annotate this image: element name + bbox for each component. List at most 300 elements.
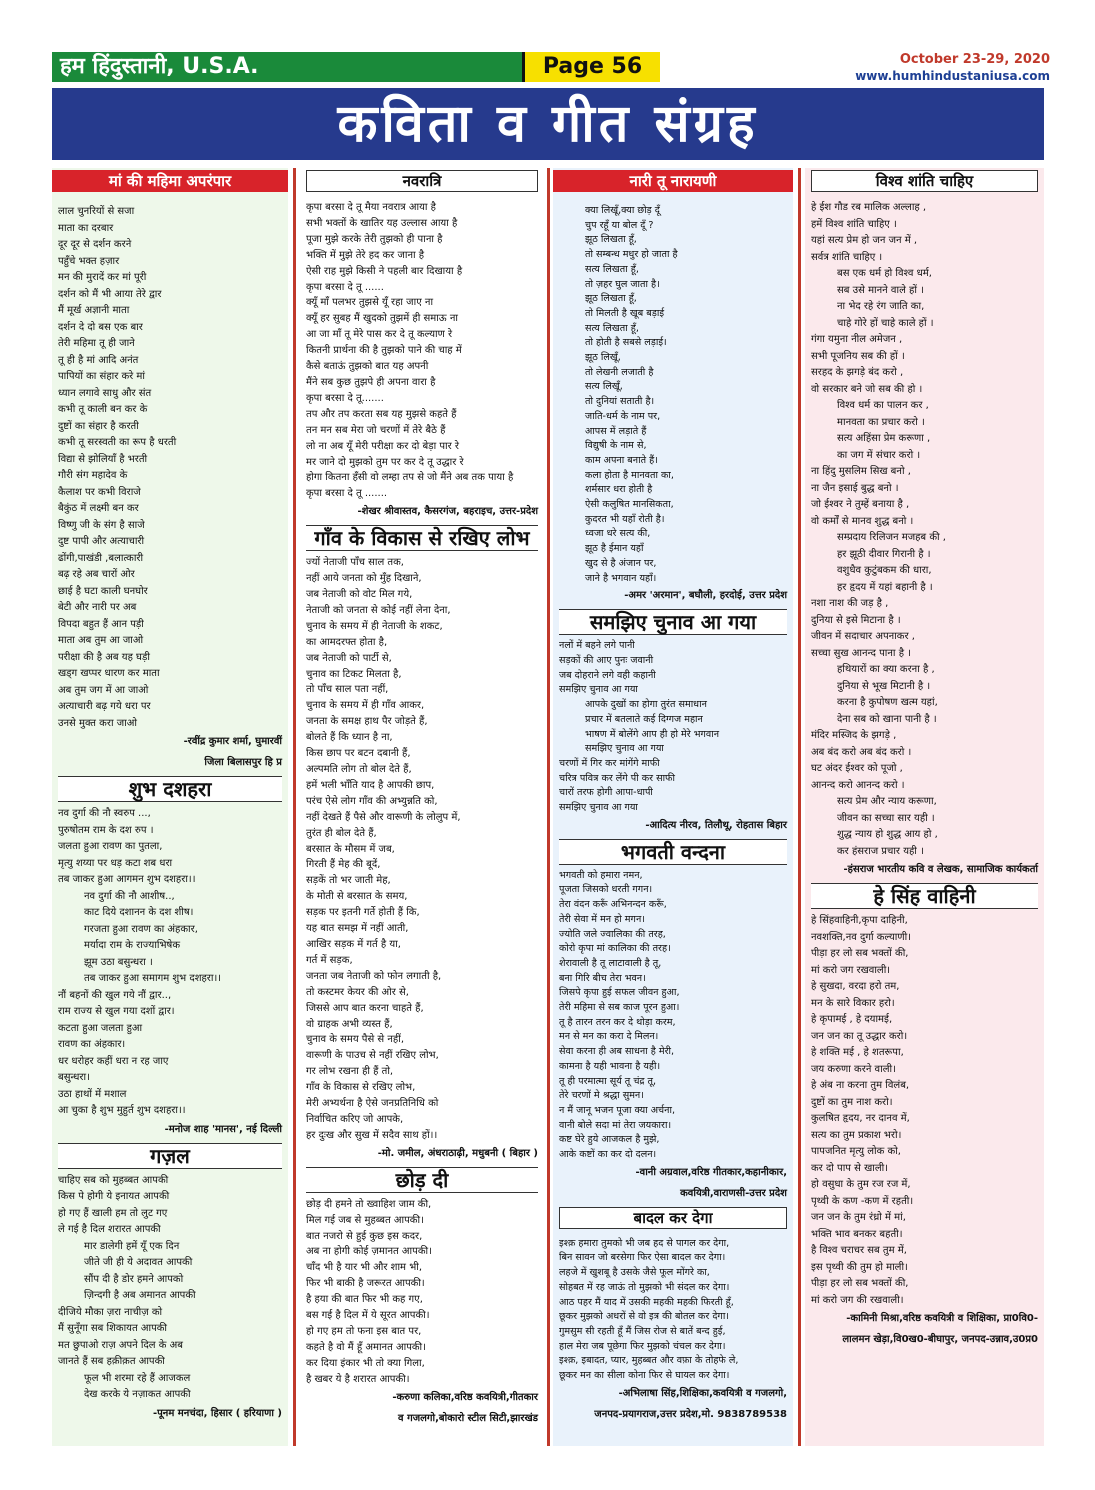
poem-line: तेरी सेवा में मन हो मगन। (559, 913, 645, 925)
poem-article (811, 883, 1038, 1347)
poem-line: विद्युषी के नाम से, (585, 440, 647, 452)
poem-line: हे शक्ति मई , हे शतरूपा, (811, 1047, 904, 1058)
poem-line: लाल चुनरियों से सजा (58, 206, 135, 217)
poem-body (58, 806, 282, 1120)
poem-line: नलों में बहने लगे पानी (559, 640, 635, 652)
poem-article (306, 1167, 538, 1426)
poem-line: बोलते हैं कि ध्यान है ना, (306, 732, 393, 744)
poem-line: कृपा बरसा दे तू मैया नवरात्र आया है (306, 202, 436, 213)
poem-line: कष्ट घेरे हुये आजकल है मुझे, (559, 1134, 660, 1146)
poem-line: क्या लिखूँ,क्या छोड़ दूँ (585, 205, 660, 216)
poem-line: सब उसे मानने वाले हों । (837, 284, 924, 296)
poem-line: हो गए हैं खाली हम तो लुट गए (58, 1207, 168, 1219)
poem-line: मर जाने दो मुझको तुम पर कर दे तू उद्धार रे (306, 456, 464, 468)
poem-line: फिर भी बाकी है जरूरत आपकी। (306, 1278, 425, 1290)
poem-line: सत्य का तुम प्रकाश भरो। (811, 1129, 902, 1141)
poem-line: चरित्र पवित्र कर लेंगे पी कर साफी (559, 772, 675, 784)
poem-article (306, 525, 538, 1161)
section-banner: कविता व गीत संग्रह (52, 88, 1044, 160)
poem-line: शुद्ध न्याय हो शुद्ध आय हो , (837, 829, 938, 840)
poem-line: नवशक्ति,नव दुर्गा कल्याणी। (811, 931, 911, 943)
poem-line: है विश्व चराचर सब तुम में, (811, 1245, 907, 1256)
poem-line: दर्शन दे दो बस एक बार (58, 321, 143, 333)
poem-line: तो मिलती है खूब बड़ाई (585, 307, 665, 319)
poem-line: काट दिये दशानन के दश शीष। (84, 907, 194, 918)
poem-article (559, 839, 787, 1201)
poem-line: जब नेताजी को वोट मिल गये, (306, 589, 413, 601)
poem-line: सौंप दी है डोर हमने आपको (84, 1273, 184, 1285)
poem-line: तब जाकर हुआ समागम शुभ दशहरा।। (84, 973, 222, 984)
poem-line: नव दुर्गा की नौ आशीष.., (84, 890, 175, 902)
poem-line: मिल गई जब से मुहब्बत आपकी। (306, 1214, 424, 1226)
poem-body (559, 204, 787, 586)
poem-body (306, 555, 538, 1144)
poem-line: वशुधैव कुटुंबकम की धारा, (837, 565, 932, 576)
poem-title: गाँव के विकास से रखिए लोभ (306, 525, 538, 551)
poem-line: सभी भक्तों के खातिर यह उल्लास आया है (306, 217, 458, 229)
poem-line: तन मन सब मेरा जो चरणों में तेरे बैठे हैं (306, 424, 446, 436)
masthead (52, 52, 660, 82)
poem-line: ध्यान लगावे साधु और संत (58, 387, 152, 399)
poem-line: क्यूँ माँ पलभर तुझसे यूँ रहा जाए ना (306, 297, 434, 309)
poem-line: गर्त में सड़क, (306, 954, 353, 966)
poem-line: अब बंद करो अब बंद करो । (811, 746, 912, 758)
poem-title: बादल कर देगा (559, 1207, 787, 1229)
poem-line: हे ईश गौड रब मालिक अल्लाह , (811, 202, 927, 213)
poem-line: हर हृदय में यहां बहानी है । (837, 581, 933, 593)
poem-line: सेवा करना ही अब साधना है मेरी, (559, 1046, 675, 1058)
poem-line: आखिर सड़क में गर्त है या, (306, 938, 401, 950)
poem-line: दुष्टों का तुम नाश करो। (811, 1096, 893, 1108)
poem-body (559, 639, 787, 815)
poem-line: हो वसुधा के तुम रज रज में, (811, 1179, 911, 1190)
poem-author: जिला बिलासपुर हि प्र (204, 757, 282, 768)
poem-line: तेरी महिमा तू ही जाने (58, 338, 135, 349)
poem-line: चाँद भी है यार भी और शाम भी, (306, 1262, 423, 1274)
poem-line: छोड़ दी हमने तो ख्वाहिश जाम की, (306, 1198, 432, 1210)
poem-line: मर्यादा राम के राज्याभिषेक (84, 940, 181, 951)
poem-line: जिससे आप बात करना चाहते हैं, (306, 1002, 424, 1014)
poem-line: झूठ लिखता हूँ, (585, 293, 637, 305)
poem-line: भाषण में बोलेंगे आप ही हो मेरे भगवान (585, 728, 720, 740)
poem-line: हथियारों का क्या करना है , (837, 664, 935, 675)
masthead-info (810, 52, 1050, 84)
poem-line: पूजा मुझे करके तेरी तुझको ही पाना है (306, 233, 443, 245)
poem-line: वारूणी के पाउच से नहीं रखिए लोभ, (306, 1050, 439, 1062)
poem-line: तो कस्टमर केयर की ओर से, (306, 986, 409, 998)
poem-line: होगा कितना हँसी वो लम्हा तप से जो मैंने अब तक पाया है (306, 472, 514, 484)
poem-line: हो गए हम तो फना इस बात पर, (306, 1326, 422, 1337)
poem-line: बरसात के मौसम में जब, (306, 843, 395, 855)
poem-line: झूम उठा बसुन्धरा । (84, 956, 153, 968)
poem-line: दुनिया से इसे मिटाना है । (811, 614, 901, 626)
poem-line: छूकर मन का सीला कोना फिर से घायल कर देगा। (559, 1370, 730, 1382)
poem-author: -मनोज शाह 'मानस', नई दिल्ली (164, 1123, 282, 1135)
poem-line: कर हंसराज प्रचार यही । (837, 845, 924, 857)
poem-line: कर दिया इंकार भी तो क्या गिला, (306, 1357, 425, 1369)
poem-line: गिरती हैं मेह की बूदें, (306, 859, 381, 871)
poem-line: पुरुषोतम राम के दश रुप । (58, 824, 154, 836)
poem-line: छूकर मुझको अधरों से वो इत्र की बोतल कर देगा। (559, 1311, 729, 1323)
poem-author: -रवींद्र कुमार शर्मा, घुमारवीं (183, 736, 282, 747)
poem-line: ऐसी कलुषित मानसिकता, (585, 499, 674, 511)
poem-line: चुप रहूँ या बोल दूँ ? (585, 219, 654, 231)
poem-line: सड़कों की आए पुनः जवानी (559, 654, 654, 666)
poem-author: -शेखर श्रीवास्तव, कैसरगंज, बहराइच, उत्तर-प्रदेश (357, 506, 538, 518)
poem-line: सड़कें तो भर जाती मेह, (306, 875, 391, 887)
poem-line: घट अंदर ईश्वर को पूजो , (811, 763, 903, 774)
poem-line: ले गई है दिल शरारत आपकी (58, 1224, 161, 1235)
poem-line: वो ग्राहक अभी व्यस्त हैं, (306, 1018, 393, 1030)
poem-body (58, 204, 282, 732)
poem-article (559, 170, 787, 603)
poem-article (58, 776, 282, 1137)
poem-line: जानते हैं सब हक़ीक़त आपकी (58, 1356, 165, 1367)
poem-line: उनसे मुक्त करा जाओ (58, 717, 137, 729)
poem-line: धर धरोहर कहीं धरा न रह जाए (58, 1055, 169, 1067)
poem-line: कृपा बरसा दे तू ...... (306, 281, 384, 293)
poem-line: आठ पहर मैं याद में उसकी महकी महकी फिरती हूँ, (559, 1296, 734, 1308)
poem-body (559, 1237, 787, 1384)
poem-line: हाल मेरा जब पूछेगा फिर मुझको चंचल कर देगा। (559, 1340, 726, 1352)
poem-line: जय करुणा करने वाली। (811, 1063, 896, 1075)
poem-line: छाई है घटा काली घनघोर (58, 585, 148, 597)
poem-line: देना सब को खाना पानी है । (837, 713, 937, 725)
poem-line: पृथ्वी के कण -कण में रहती। (811, 1195, 914, 1207)
poem-line: करना है कुपोषण खत्म यहां, (837, 697, 938, 708)
poem-line: पीड़ा हर लो सब भक्तों की, (811, 948, 909, 959)
poem-line: लो ना अब यूँ मेरी परीक्षा कर दो बेड़ा पार रे (306, 440, 459, 452)
poem-line: मन की मुरादें कर मां पूरी (58, 272, 147, 283)
poem-line: आपस में लड़ाते हैं (585, 425, 647, 437)
poem-line: सत्य लिखता हूँ, (585, 322, 639, 334)
poem-line: इश्क़ हमारा तुमको भी जब हद से पागल कर देगा, (559, 1237, 730, 1249)
poem-line: किस छाप पर बटन दबानी हैं, (306, 748, 411, 760)
poem-line: तू ही परमात्मा सूर्य तू चंद्र तू, (559, 1075, 657, 1087)
poem-line: चाहिए सब को मुहब्बत आपकी (58, 1174, 169, 1186)
poem-line: किस पे होगी ये इनायत आपकी (58, 1191, 170, 1202)
poem-title: नारी तू नारायणी (553, 170, 793, 192)
poem-line: आ चुका है शुभ मुहुर्त शुभ दशहरा।। (58, 1105, 186, 1116)
column-divider (547, 168, 550, 1446)
poem-body (559, 869, 787, 1163)
poem-line: भक्ति में मुझे तेरे हद कर जाना है (306, 249, 425, 261)
poem-line: न मैं जानू भजन पूजा क्या अर्चना, (559, 1104, 675, 1116)
poem-line: बिन सावन जो बरसेगा फिर ऐसा बादल कर देगा। (559, 1252, 726, 1264)
poem-line: यहां सत्य प्रेम हो जन जन में , (811, 235, 918, 246)
poem-line: तब जाकर हुआ आगमन शुभ दशहरा।। (58, 874, 196, 885)
poem-line: हे कृपामई , हे दयामई, (811, 1014, 893, 1025)
poem-line: बैकुंठ में लक्ष्मी बन कर (58, 503, 139, 514)
poem-line: निर्वाचित करिए जो आपके, (306, 1113, 404, 1125)
poem-line: विद्या से झोलियाँ है भरती (58, 453, 148, 465)
poem-body (811, 913, 1038, 1309)
poem-line: लहजे में खुशबू है उसके जैसे फूल मोंगरे का, (559, 1267, 710, 1279)
poem-author: लालमन खेड़ा,वि0ख0-बीघापुर, जनपद-उन्नाव,उ0प्र0 (842, 1334, 1038, 1345)
column-divider (798, 168, 801, 1446)
poem-line: जिसपे कृपा हुई सफल जीवन हुआ, (559, 987, 680, 999)
poem-article (559, 1207, 787, 1422)
poem-line: आके कष्टों का कर दो दलन। (559, 1149, 657, 1161)
poem-line: सरहद के झगड़े बंद करो , (811, 367, 904, 378)
poem-line: कहते है वो मैं हूँ अमानत आपकी। (306, 1341, 426, 1353)
poem-line: जाति-धर्म के नाम पर, (585, 410, 661, 422)
poem-line: विष्णु जी के संग है साजे (58, 519, 145, 531)
poem-line: नहीं आये जनता को मुँह दिखाने, (306, 573, 422, 585)
poem-line: माता अब तुम आ जाओ (58, 635, 144, 646)
poem-line: कोरो कृपा मां कालिका की तरह। (559, 943, 671, 955)
poem-line: मन के सारे विकार हरो। (811, 997, 895, 1009)
poem-line: मानवता का प्रचार करो । (837, 416, 925, 428)
poem-line: गर लोभ रखना ही हैं तो, (306, 1066, 394, 1078)
poem-line: आनन्द करो आनन्द करो । (811, 779, 905, 791)
poem-line: अत्याचारी बढ़ गये धरा पर (58, 701, 151, 712)
poem-line: बढ़ रहे अब चारों ओर (58, 569, 135, 580)
poem-line: हमें विश्व शांति चाहिए । (811, 218, 897, 230)
poem-line: मां करो जग की रखवाली। (811, 1294, 904, 1306)
poem-line: हे सुखदा, वरदा हरो तम, (811, 981, 900, 992)
poem-line: तो सम्बन्ध मधुर हो जाता है (585, 249, 678, 261)
publication-name: हम हिंदुस्तानी, U.S.A. (52, 52, 522, 82)
poem-line: उठा हाथों में मशाल (58, 1088, 127, 1100)
poem-line: पापजनित मृत्यु लोक को, (811, 1146, 901, 1157)
poem-line: खुद से है अंजान पर, (585, 557, 657, 569)
poem-line: तो दुनियां सताती है। (585, 396, 655, 408)
poem-line: मन से मन का करा दे मिलन। (559, 1031, 659, 1043)
poem-article (306, 170, 538, 519)
poem-line: जन जन के तुम रंध्रो में मां, (811, 1212, 906, 1223)
poem-line: ढोंगी,पाखंडी ,बलात्कारी (58, 552, 144, 564)
column-4 (805, 168, 1044, 1446)
poem-body (306, 1197, 538, 1388)
poem-line: वानी बोले सदा मां तेरा जयकारा। (559, 1119, 672, 1131)
poem-line: कृपा बरसा दे तू....... (306, 392, 384, 404)
poem-line: राम राज्य से खुल गया दशों द्वार। (58, 1006, 175, 1017)
poem-line: इश्क़, इबादत, प्यार, मुहब्बत और वफ़ा के तोहफे ले, (559, 1355, 739, 1367)
poem-line: नशा नाश की जड़ है , (811, 598, 889, 609)
poem-line: जनता जब नेताजी को फोन लगाती है, (306, 970, 442, 982)
poem-line: कैसे बताऊं तुझको बात यह अपनी (306, 361, 429, 373)
poem-line: विपदा बहुत हैं आन पड़ी (58, 618, 144, 630)
poem-author: -करुणा कलिका,वरिष्ठ कवयित्री,गीतकार (392, 1391, 538, 1403)
poem-line: गंगा यमुना नील अमेजन , (811, 334, 903, 345)
poem-author: -अभिलाषा सिंह,शिक्षिका,कवयित्री व गजलगो, (618, 1387, 787, 1399)
poem-author: -मो. जमील, अंधराठाढ़ी, मधुबनी ( बिहार ) (377, 1147, 538, 1159)
poem-line: के मोती से बरसात के समय, (306, 891, 408, 903)
poem-line: यह बात समझ में नहीं आती, (306, 923, 409, 935)
poem-line: शर्मसार धरा होती है (585, 484, 653, 496)
issue-date: October 23-29, 2020 (899, 52, 1050, 67)
poem-line: बेटी और नारी पर अब (58, 602, 137, 613)
poem-line: सोहबत में रह जाऊं तो मुझको भी संदल कर देगा। (559, 1281, 730, 1293)
poem-line: चारों तरफ होगी आपा-धापी (559, 787, 653, 799)
poem-line: क्यूँ हर सुबह मैं खुदको तुझमें ही समाऊ ना (306, 313, 458, 325)
poem-line: सभी पूजनिय सब की हों । (811, 350, 905, 362)
poem-line: दीजिये मौका ज़रा नाचीज़ को (58, 1306, 163, 1318)
poem-line: जीवन का सच्चा सार यही । (837, 812, 935, 824)
poem-line: चरणों में गिर कर मांगेंगे माफी (559, 757, 660, 769)
poem-line: पापियों का संहार करे मां (58, 371, 146, 382)
poem-line: जीवन में सदाचार अपनाकर , (811, 631, 915, 642)
poem-line: दूर दूर से दर्शन करने (58, 239, 132, 250)
poem-line: तो ज़हर घुल जाता है। (585, 278, 660, 290)
poem-body (811, 200, 1038, 860)
poem-line: वो सरकार बने जो सब की हो । (811, 383, 923, 395)
poem-line: ना भेद रहे रंग जाति का, (837, 301, 925, 312)
poem-line: जाने है भगवान यहाँ। (585, 572, 657, 584)
poem-line: तू है तारन तरन कर दे थोड़ा करम, (559, 1016, 676, 1028)
poem-line: आ जा माँ तू मेरे पास कर दे तू कल्याण रे (306, 329, 453, 341)
poem-author: -वानी अग्रवाल,वरिष्ठ गीतकार,कहानीकार, (635, 1166, 787, 1178)
poem-author: कवयित्री,वाराणसी-उत्तर प्रदेश (680, 1187, 787, 1199)
poem-line: ज्योति जले ज्वालिका की तरह, (559, 928, 666, 940)
poem-line: मैं सुनूँगा सब शिकायत आपकी (58, 1323, 168, 1334)
poem-line: पूजता जिसको धरती गगन। (559, 884, 653, 896)
poem-line: चुनाव के समय पैसे से नहीं, (306, 1034, 404, 1046)
column-3 (553, 168, 793, 1446)
poem-line: है हया की बात फिर भी कह गए, (306, 1294, 423, 1306)
poem-line: माता का दरबार (58, 222, 114, 234)
poem-line: चुनाव का टिकट मिलता है, (306, 668, 402, 680)
poem-line: सच्चा सुख आनन्द पाना है । (811, 647, 911, 659)
poem-line: दुष्ट पापी और अत्याचारी (58, 536, 145, 547)
poem-line: समझिए चुनाव आ गया (559, 684, 638, 696)
poem-line: कटता हुआ जलता हुआ (58, 1022, 143, 1034)
poem-line: अल्पमति लोग तो बोल देते हैं, (306, 764, 412, 775)
poem-author: जनपद-प्रयागराज,उत्तर प्रदेश,मो. 9838789538 (594, 1408, 787, 1420)
poem-line: का जग में संचार करो । (837, 449, 921, 461)
poem-article (559, 609, 787, 832)
poem-line: पहुँचे भक्त हज़ार (58, 255, 120, 267)
poem-line: समझिए चुनाव आ गया (585, 743, 664, 755)
poem-line: तप और तप करता सब यह मुझसे कहते हैं (306, 408, 457, 420)
poem-line: मार डालेगी हमें यूँ एक दिन (84, 1240, 180, 1252)
poem-author: व गजलगो,बोकारो स्टील सिटी,झारखंड (398, 1412, 538, 1424)
poem-line: नौं बहनों की खुल गये नौं द्वार.., (58, 989, 172, 1001)
poem-line: अब तुम जग में आ जाओ (58, 684, 149, 696)
poem-line: दर्शन को मैं भी आया तेरे द्वार (58, 288, 162, 300)
poem-line: मत छुपाओ राज़ अपने दिल के अब (58, 1339, 183, 1351)
poem-line: चुनाव के समय में ही गाँव आकर, (306, 700, 425, 712)
poem-line: कामना है यही भावना है यही। (559, 1060, 661, 1072)
poem-line: कला होता है मानवता का, (585, 469, 674, 481)
poem-line: सत्य अहिंसा प्रेम करूणा , (837, 433, 931, 444)
poem-line: बस गई है दिल में ये सूरत आपकी। (306, 1310, 430, 1322)
poem-line: मैं मूर्ख अज्ञानी माता (58, 305, 130, 316)
poem-line: तू ही है मां आदि अनंत (58, 354, 139, 366)
poem-line: दुष्टों का संहार है करती (58, 420, 139, 432)
poem-line: कभी तू सरस्वती का रूप है धरती (58, 437, 177, 448)
poem-title: हे सिंह वाहिनी (811, 883, 1038, 909)
poem-line: गाँव के विकास से रखिए लोभ, (306, 1082, 416, 1094)
poem-title: समझिए चुनाव आ गया (559, 609, 787, 635)
poem-line: हमें भली भाँति याद है आपकी छाप, (306, 779, 435, 791)
poem-line: कृपा बरसा दे तू ....... (306, 488, 388, 500)
poem-line: फूल भी शरमा रहे हैं आजकल (84, 1372, 191, 1384)
poem-author: -आदित्य नीरव, तिलौथू, रोहतास बिहार (645, 819, 787, 831)
poem-line: मृत्यु शय्या पर धड़ कटा शब धरा (58, 857, 173, 869)
poem-line: है खबर ये है शरारत आपकी। (306, 1373, 410, 1385)
poem-line: बस एक धर्म हो विश्व धर्म, (837, 268, 932, 279)
poem-line: शेरावाली है तू लाटावाली है तू, (559, 957, 662, 969)
poem-title: भगवती वन्दना (559, 839, 787, 865)
poem-line: काम अपना बनाते हैं। (585, 454, 658, 466)
poem-line: सत्य प्रेम और न्याय करूणा, (837, 796, 937, 807)
poem-line: तेरी महिमा से सब काज पूरन हुआ। (559, 1002, 680, 1014)
poem-line: गरजता हुआ रावण का अंहकार, (84, 923, 198, 935)
poem-line: तेरे चरणों मे श्रद्धा सुमन। (559, 1090, 644, 1102)
poem-line: सम्प्रदाय रिलिजन मजहब की , (837, 532, 946, 543)
poem-line: झूठ है ईमान यहाँ (585, 543, 644, 555)
poem-line: हे सिंहवाहिनी,कृपा दाहिनी, (811, 915, 908, 926)
poem-line: हे अंब ना करना तुम विलंब, (811, 1080, 910, 1091)
poem-title: नवरात्रि (306, 170, 538, 192)
poem-line: वो कर्मों से मानव शुद्ध बनो । (811, 515, 914, 527)
poem-line: झूठ लिखूँ, (585, 352, 621, 364)
poem-line: जो ईश्वर ने तुम्हें बनाया है , (811, 499, 910, 510)
poem-line: ज्यों नेताजी पाँच साल तक, (306, 557, 404, 569)
poem-line: ना जैन इसाई बुद्ध बनो । (811, 482, 899, 494)
poem-line: तो पाँच साल पता नहीं, (306, 684, 389, 696)
page-number: Page 56 (522, 52, 660, 82)
poem-body (58, 1173, 282, 1404)
poem-line: बना गिरि बीच तेरा भवन। (559, 972, 646, 984)
poem-line: मंदिर मस्जिद के झगड़े , (811, 730, 897, 741)
poem-line: गुमसुम सी रहती हूँ मैं जिस रोज से बातें बन्द हुई, (559, 1326, 726, 1337)
poem-line: गौरी संग महादेव के (58, 470, 128, 481)
poem-author: -कामिनी मिश्रा,वरिष्ठ कवयित्री व शिक्षिका, प्रा0वि0- (846, 1313, 1038, 1324)
poem-title: छोड़ दी (306, 1167, 538, 1193)
poem-line: हर झूठी दीवार गिरानी है । (837, 548, 931, 560)
poem-title: शुभ दशहरा (58, 776, 282, 802)
poem-line: चाहे गोरे हों चाहे काले हों । (837, 317, 934, 329)
poem-line: दुनिया से भूख मिटानी है । (837, 680, 931, 692)
poem-line: खड्ग खप्पर धारण कर माता (58, 668, 160, 679)
poem-line: हर दुःख और सुख में सदैव साथ हों।। (306, 1129, 438, 1141)
poem-line: सत्य लिखता हूँ, (585, 263, 639, 275)
poem-line: जन जन का तू उद्धार करो। (811, 1030, 908, 1042)
poem-line: कर दो पाप से खाली। (811, 1162, 889, 1174)
poem-line: जब दोहराने लगे वही कहानी (559, 669, 656, 681)
poem-title: विश्व शांति चाहिए (811, 170, 1038, 192)
website-link[interactable]: www.humhindustaniusa.com (855, 69, 1050, 83)
poem-line: मां करो जग रखवाली। (811, 964, 891, 976)
poem-author: -पूनम मनचंदा, हिसार ( हरियाणा ) (152, 1407, 282, 1419)
poem-line: सड़क पर इतनी गर्ते होती हैं कि, (306, 907, 420, 919)
poem-line: तुरंत ही बोल देते हैं, (306, 827, 377, 839)
poem-line: सर्वत्र शांति चाहिए । (811, 251, 883, 263)
poem-line: ज़िन्दगी है अब अमानत आपकी (84, 1290, 196, 1301)
poem-line: बात नजरो से हुई कुछ इस कदर, (306, 1230, 423, 1242)
poem-line: कैलाश पर कभी विराजे (58, 486, 141, 498)
poem-line: बसुन्धरा। (58, 1072, 90, 1083)
poem-line: सत्य लिखूँ, (585, 381, 623, 393)
poem-line: मेरी अभ्यर्थना है ऐसे जनप्रतिनिधि को (306, 1098, 439, 1110)
poem-line: नेताजी को जनता से कोई नहीं लेना देना, (306, 604, 451, 616)
poem-line: देख करके ये नज़ाकत आपकी (84, 1389, 191, 1400)
poem-line: नव दुर्गा की नौ स्वरुप ..., (58, 808, 151, 819)
poem-line: इस पृथ्वी की तुम हो माली। (811, 1261, 908, 1273)
column-2 (300, 168, 544, 1446)
poem-line: ना हिंदु मुसलिम सिख बनो , (811, 466, 911, 477)
poem-line: मैंने सब कुछ तुझपे ही अपना वारा है (306, 376, 436, 388)
poem-line: तो होती है सबसे लड़ाई। (585, 337, 667, 349)
poem-line: ऐसी राह मुझे किसी ने पहली बार दिखाया है (306, 265, 463, 277)
column-divider (293, 168, 296, 1446)
poem-line: जलता हुआ रावण का पुतला, (58, 841, 163, 852)
poem-line: प्रचार में बतलाते कई दिग्गज महान (585, 713, 703, 725)
poem-line: विश्व धर्म का पालन कर , (837, 400, 929, 411)
